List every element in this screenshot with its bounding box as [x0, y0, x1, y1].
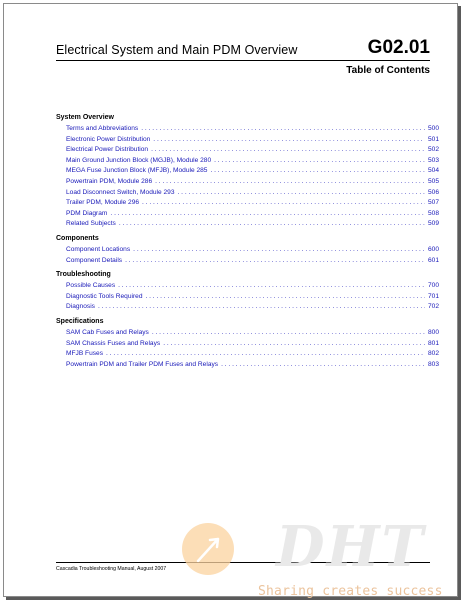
- toc-section-heading: Components: [56, 234, 99, 242]
- toc-dot-leader: [145, 292, 425, 303]
- toc-entry-page-number: 802: [427, 350, 439, 358]
- toc-section-heading: Specifications: [56, 317, 104, 325]
- toc-entry-label: MFJB Fuses: [66, 350, 104, 358]
- header-divider: [56, 60, 430, 61]
- toc-dot-leader: [178, 188, 425, 199]
- toc-entry-link[interactable]: [56, 349, 439, 360]
- toc-entry-page-number: 501: [427, 135, 439, 143]
- toc-entry-link[interactable]: [56, 256, 439, 267]
- footer-text: Cascadia Troubleshooting Manual, August 2007: [56, 566, 167, 572]
- toc-entry-link[interactable]: [56, 177, 439, 188]
- toc-dot-leader: [98, 302, 425, 313]
- toc-entry-link[interactable]: [56, 245, 439, 256]
- toc-dot-leader: [142, 198, 425, 209]
- toc-entry-label: Main Ground Junction Block (MGJB), Module 280: [66, 156, 212, 164]
- toc-dot-leader: [110, 209, 425, 220]
- toc-section-heading: System Overview: [56, 114, 114, 121]
- toc-dot-leader: [106, 349, 425, 360]
- toc-entry-link[interactable]: [56, 188, 439, 199]
- toc-entry-page-number: 801: [427, 339, 439, 347]
- toc-entry-page-number: 506: [427, 188, 439, 196]
- toc-entry-page-number: 600: [427, 245, 439, 253]
- toc-dot-leader: [155, 177, 425, 188]
- toc-entry-label: Diagnosis: [66, 303, 95, 311]
- toc-entry-link[interactable]: [56, 135, 439, 146]
- toc-entry-link[interactable]: [56, 209, 439, 220]
- toc-entry-page-number: 700: [427, 282, 439, 290]
- toc-dot-leader: [125, 256, 425, 267]
- toc-dot-leader: [210, 166, 425, 177]
- toc-entry-link[interactable]: [56, 124, 439, 135]
- toc-entry-page-number: 504: [427, 167, 439, 175]
- toc-dot-leader: [151, 145, 425, 156]
- toc-section: [56, 317, 439, 370]
- toc-entry-label: Powertrain PDM, Module 286: [66, 177, 153, 185]
- toc-entry-label: Component Details: [66, 256, 123, 264]
- toc-entry-page-number: 800: [427, 328, 439, 336]
- toc-entry-page-number: 701: [427, 292, 439, 300]
- toc-entry-link[interactable]: [56, 166, 439, 177]
- toc-dot-leader: [133, 245, 425, 256]
- toc-entry-label: Electronic Power Distribution: [66, 135, 151, 143]
- toc-entry-link[interactable]: [56, 339, 439, 350]
- toc-entry-label: Trailer PDM, Module 296: [66, 199, 140, 207]
- toc-entry-label: Electrical Power Distribution: [66, 146, 149, 154]
- watermark-tagline: Sharing creates success: [258, 584, 443, 599]
- toc-entry-page-number: 508: [427, 209, 439, 217]
- toc-dot-leader: [118, 281, 425, 292]
- toc-entry-page-number: 601: [427, 256, 439, 264]
- toc-dot-leader: [119, 219, 425, 230]
- toc-entry-label: SAM Chassis Fuses and Relays: [66, 339, 161, 347]
- toc-entry-link[interactable]: [56, 302, 439, 313]
- toc-dot-leader: [221, 360, 425, 371]
- toc-entry-page-number: 507: [427, 199, 439, 207]
- toc-dot-leader: [141, 124, 425, 135]
- toc-heading: Table of Contents: [346, 65, 430, 76]
- toc-entry-page-number: 505: [427, 177, 439, 185]
- toc-entry-label: Component Locations: [66, 245, 131, 253]
- toc-entry-label: Diagnostic Tools Required: [66, 292, 143, 300]
- toc-entry-page-number: 503: [427, 156, 439, 164]
- toc-entry-label: Possible Causes: [66, 282, 116, 290]
- toc-entry-link[interactable]: [56, 156, 439, 167]
- toc-entry-page-number: 509: [427, 220, 439, 228]
- toc-entry-link[interactable]: [56, 198, 439, 209]
- toc-dot-leader: [214, 156, 425, 167]
- toc-entry-label: Related Subjects: [66, 220, 116, 228]
- toc-entry-link[interactable]: [56, 360, 439, 371]
- document-page: [3, 3, 458, 597]
- toc-section: [56, 113, 439, 230]
- toc-dot-leader: [152, 328, 425, 339]
- toc-entry-label: Terms and Abbreviations: [66, 125, 139, 132]
- toc-entry-page-number: 500: [427, 125, 439, 132]
- toc-dot-leader: [163, 339, 425, 350]
- toc-entry-link[interactable]: [56, 219, 439, 230]
- document-title: Electrical System and Main PDM Overview: [56, 43, 298, 57]
- toc-entry-link[interactable]: [56, 281, 439, 292]
- toc-entry-label: MEGA Fuse Junction Block (MFJB), Module 285: [66, 167, 208, 175]
- section-code: G02.01: [367, 37, 430, 58]
- toc-entry-page-number: 502: [427, 146, 439, 154]
- toc-entry-page-number: 702: [427, 303, 439, 311]
- toc-entry-link[interactable]: [56, 292, 439, 303]
- toc-entry-label: PDM Diagram: [66, 209, 108, 217]
- toc-section-heading: Troubleshooting: [56, 271, 111, 279]
- footer-divider: [56, 562, 430, 563]
- toc-entry-link[interactable]: [56, 328, 439, 339]
- toc-section: [56, 270, 439, 313]
- toc-entry-label: SAM Cab Fuses and Relays: [66, 328, 149, 336]
- watermark-logo-text: DHT: [276, 514, 426, 580]
- toc-entry-label: Powertrain PDM and Trailer PDM Fuses and Relays: [66, 360, 219, 368]
- toc-entry-link[interactable]: [56, 145, 439, 156]
- toc-entry-label: Load Disconnect Switch, Module 293: [66, 188, 175, 196]
- toc-dot-leader: [153, 135, 425, 146]
- table-of-contents: [56, 113, 439, 374]
- toc-section: [56, 234, 439, 266]
- toc-entry-page-number: 803: [427, 360, 439, 368]
